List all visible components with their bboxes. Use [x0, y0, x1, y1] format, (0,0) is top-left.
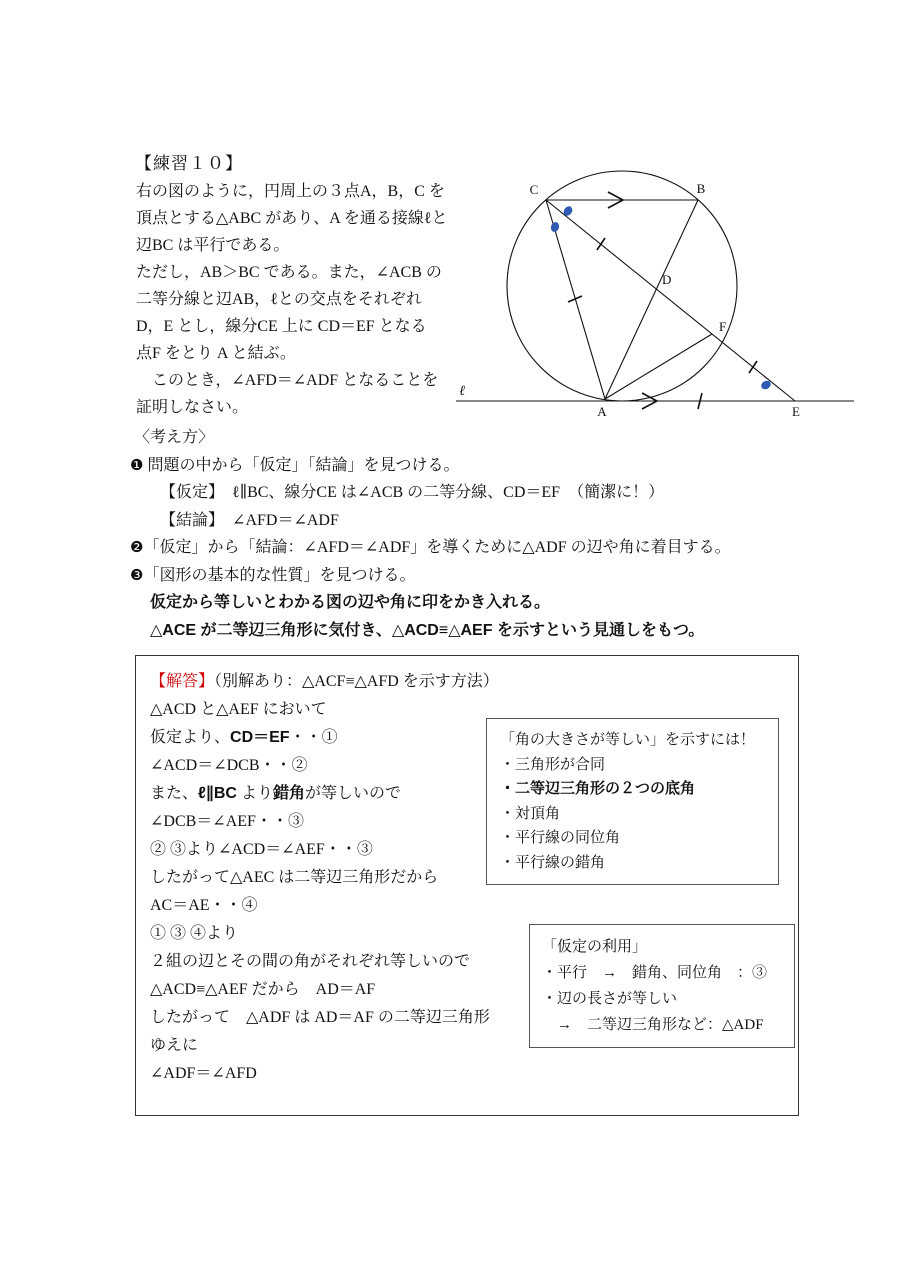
- proof-line: ∠DCB＝∠AEF・・③: [150, 813, 304, 830]
- step3-note-1: 仮定から等しいとわかる図の辺や角に印をかき入れる。: [150, 594, 551, 611]
- tick-mark-ef: [749, 361, 757, 373]
- line-ce: [546, 200, 795, 401]
- point-label-d: D: [662, 272, 672, 287]
- proof-line: △ACD と△AEF において: [150, 701, 327, 718]
- answer-box: [135, 655, 799, 1116]
- step-bullet-1: ❶: [130, 455, 144, 474]
- problem-line: 二等分線と辺AB，ℓとの交点をそれぞれ: [136, 291, 422, 308]
- problem-line: 頂点とする△ABC があり、A を通る接線ℓと: [136, 210, 448, 227]
- problem-line: D，E とし，線分CE 上に CD＝EF となる: [136, 318, 427, 335]
- note-item: ・辺の長さが等しい: [542, 991, 678, 1007]
- step-item-1: [128, 452, 828, 480]
- point-label-c: C: [529, 182, 539, 197]
- step-text-2: 「仮定」から「結論：∠AFD＝∠ADF」を導くために△ADF の辺や角に着目する。: [143, 539, 731, 556]
- proof-text: また、: [150, 785, 199, 802]
- step-text-1: 問題の中から「仮定」「結論」を見つける。: [147, 456, 460, 474]
- thinking-heading: 〈考え方〉: [134, 429, 215, 446]
- proof-line: ∠ACD＝∠DCB・・②: [150, 757, 308, 774]
- note-box-angle-equal: [486, 718, 779, 885]
- proof-text-bold: 錯角: [272, 785, 305, 802]
- proof-line: したがって △ADF は AD＝AF の二等辺三角形: [150, 1009, 490, 1026]
- assumption-line: [128, 479, 828, 507]
- figure-svg: [450, 164, 862, 424]
- conclusion-line: [128, 507, 828, 535]
- line-label-l: ℓ: [459, 384, 465, 399]
- angle-dot: [562, 205, 574, 218]
- point-label-f: F: [719, 319, 727, 334]
- proof-text: 仮定より、: [150, 729, 231, 746]
- problem-line: このとき，∠AFD＝∠ADF となることを: [136, 372, 439, 389]
- step-text-3: 「図形の基本的な性質」を見つける。: [143, 566, 416, 584]
- proof-line: したがって△AEC は二等辺三角形だから: [150, 869, 439, 886]
- proof-text-bold: ℓ∥BC: [198, 785, 237, 802]
- segment-af: [605, 334, 712, 399]
- conclusion-text: ∠AFD＝∠ADF: [232, 511, 339, 529]
- step-item-3: [128, 562, 828, 590]
- point-label-b: B: [696, 181, 706, 196]
- note-item: ・平行線の錯角: [500, 854, 606, 871]
- answer-label: 【解答】: [150, 673, 215, 690]
- proof-line: ∠ADF＝∠AFD: [150, 1065, 257, 1082]
- note-item: ・平行線の同位角: [500, 830, 621, 846]
- point-label-e: E: [792, 404, 800, 419]
- assumption-label: 【仮定】: [160, 484, 217, 501]
- thinking-section: [128, 424, 828, 644]
- note-item: ・平行 → 錯角、同位角 ：③: [542, 965, 768, 981]
- point-label-a: A: [597, 404, 607, 419]
- note-item: → 二等辺三角形など：△ADF: [542, 1017, 764, 1033]
- angle-dot: [550, 221, 561, 233]
- problem-line: 点F をとり A と結ぶ。: [136, 345, 296, 362]
- geometry-figure: [450, 164, 862, 424]
- step-item-2: [128, 534, 828, 562]
- proof-text: より: [236, 785, 273, 802]
- proof-line: ① ③ ④より: [150, 925, 239, 942]
- note-item: ・二等辺三角形の２つの底角: [500, 780, 696, 797]
- problem-line: ただし，AB＞BC である。また，∠ACB の: [136, 264, 442, 281]
- note-item: ・対頂角: [500, 805, 561, 822]
- proof-line: ゆえに: [150, 1037, 199, 1054]
- step3-note-2: △ACE が二等辺三角形に気付き、△ACD≡△AEF を示すという見通しをもつ。: [150, 621, 705, 639]
- answer-note: （別解あり：△ACF≡△AFD を示す方法）: [214, 673, 499, 690]
- side-ab: [605, 200, 698, 399]
- problem-line: 証明しなさい。: [136, 399, 249, 416]
- note-box-title: 「仮定の利用」: [542, 939, 648, 955]
- conclusion-label: 【結論】: [160, 511, 217, 529]
- note-box-title: 「角の大きさが等しい」を示すには！: [500, 732, 756, 748]
- proof-text: が等しいので: [304, 785, 401, 802]
- step-bullet-3: ❸: [130, 565, 144, 584]
- page-title: 【練習１０】: [135, 154, 243, 173]
- assumption-text: ℓ∥BC、線分CE は∠ACB の二等分線、CD＝EF （簡潔に！）: [232, 484, 665, 501]
- circle-outline: [507, 171, 737, 401]
- proof-line: ２組の辺とその間の角がそれぞれ等しいので: [150, 953, 471, 970]
- note-box-assumption-use: [529, 924, 795, 1048]
- proof-text: ・・①: [289, 729, 338, 746]
- problem-line: 辺BC は平行である。: [136, 237, 290, 254]
- note-item: ・三角形が合同: [500, 756, 606, 773]
- proof-line: AC＝AE・・④: [150, 897, 258, 914]
- proof-line: ② ③より∠ACD＝∠AEF・・③: [150, 841, 373, 858]
- proof-text-bold: CD＝EF: [230, 729, 290, 746]
- tick-mark-cd: [597, 238, 605, 250]
- step-bullet-2: ❷: [130, 538, 144, 556]
- problem-line: 右の図のように，円周上の３点A，B，C を: [136, 183, 445, 200]
- answer-heading: [150, 668, 784, 696]
- proof-line: △ACD≡△AEF だから AD＝AF: [150, 981, 376, 998]
